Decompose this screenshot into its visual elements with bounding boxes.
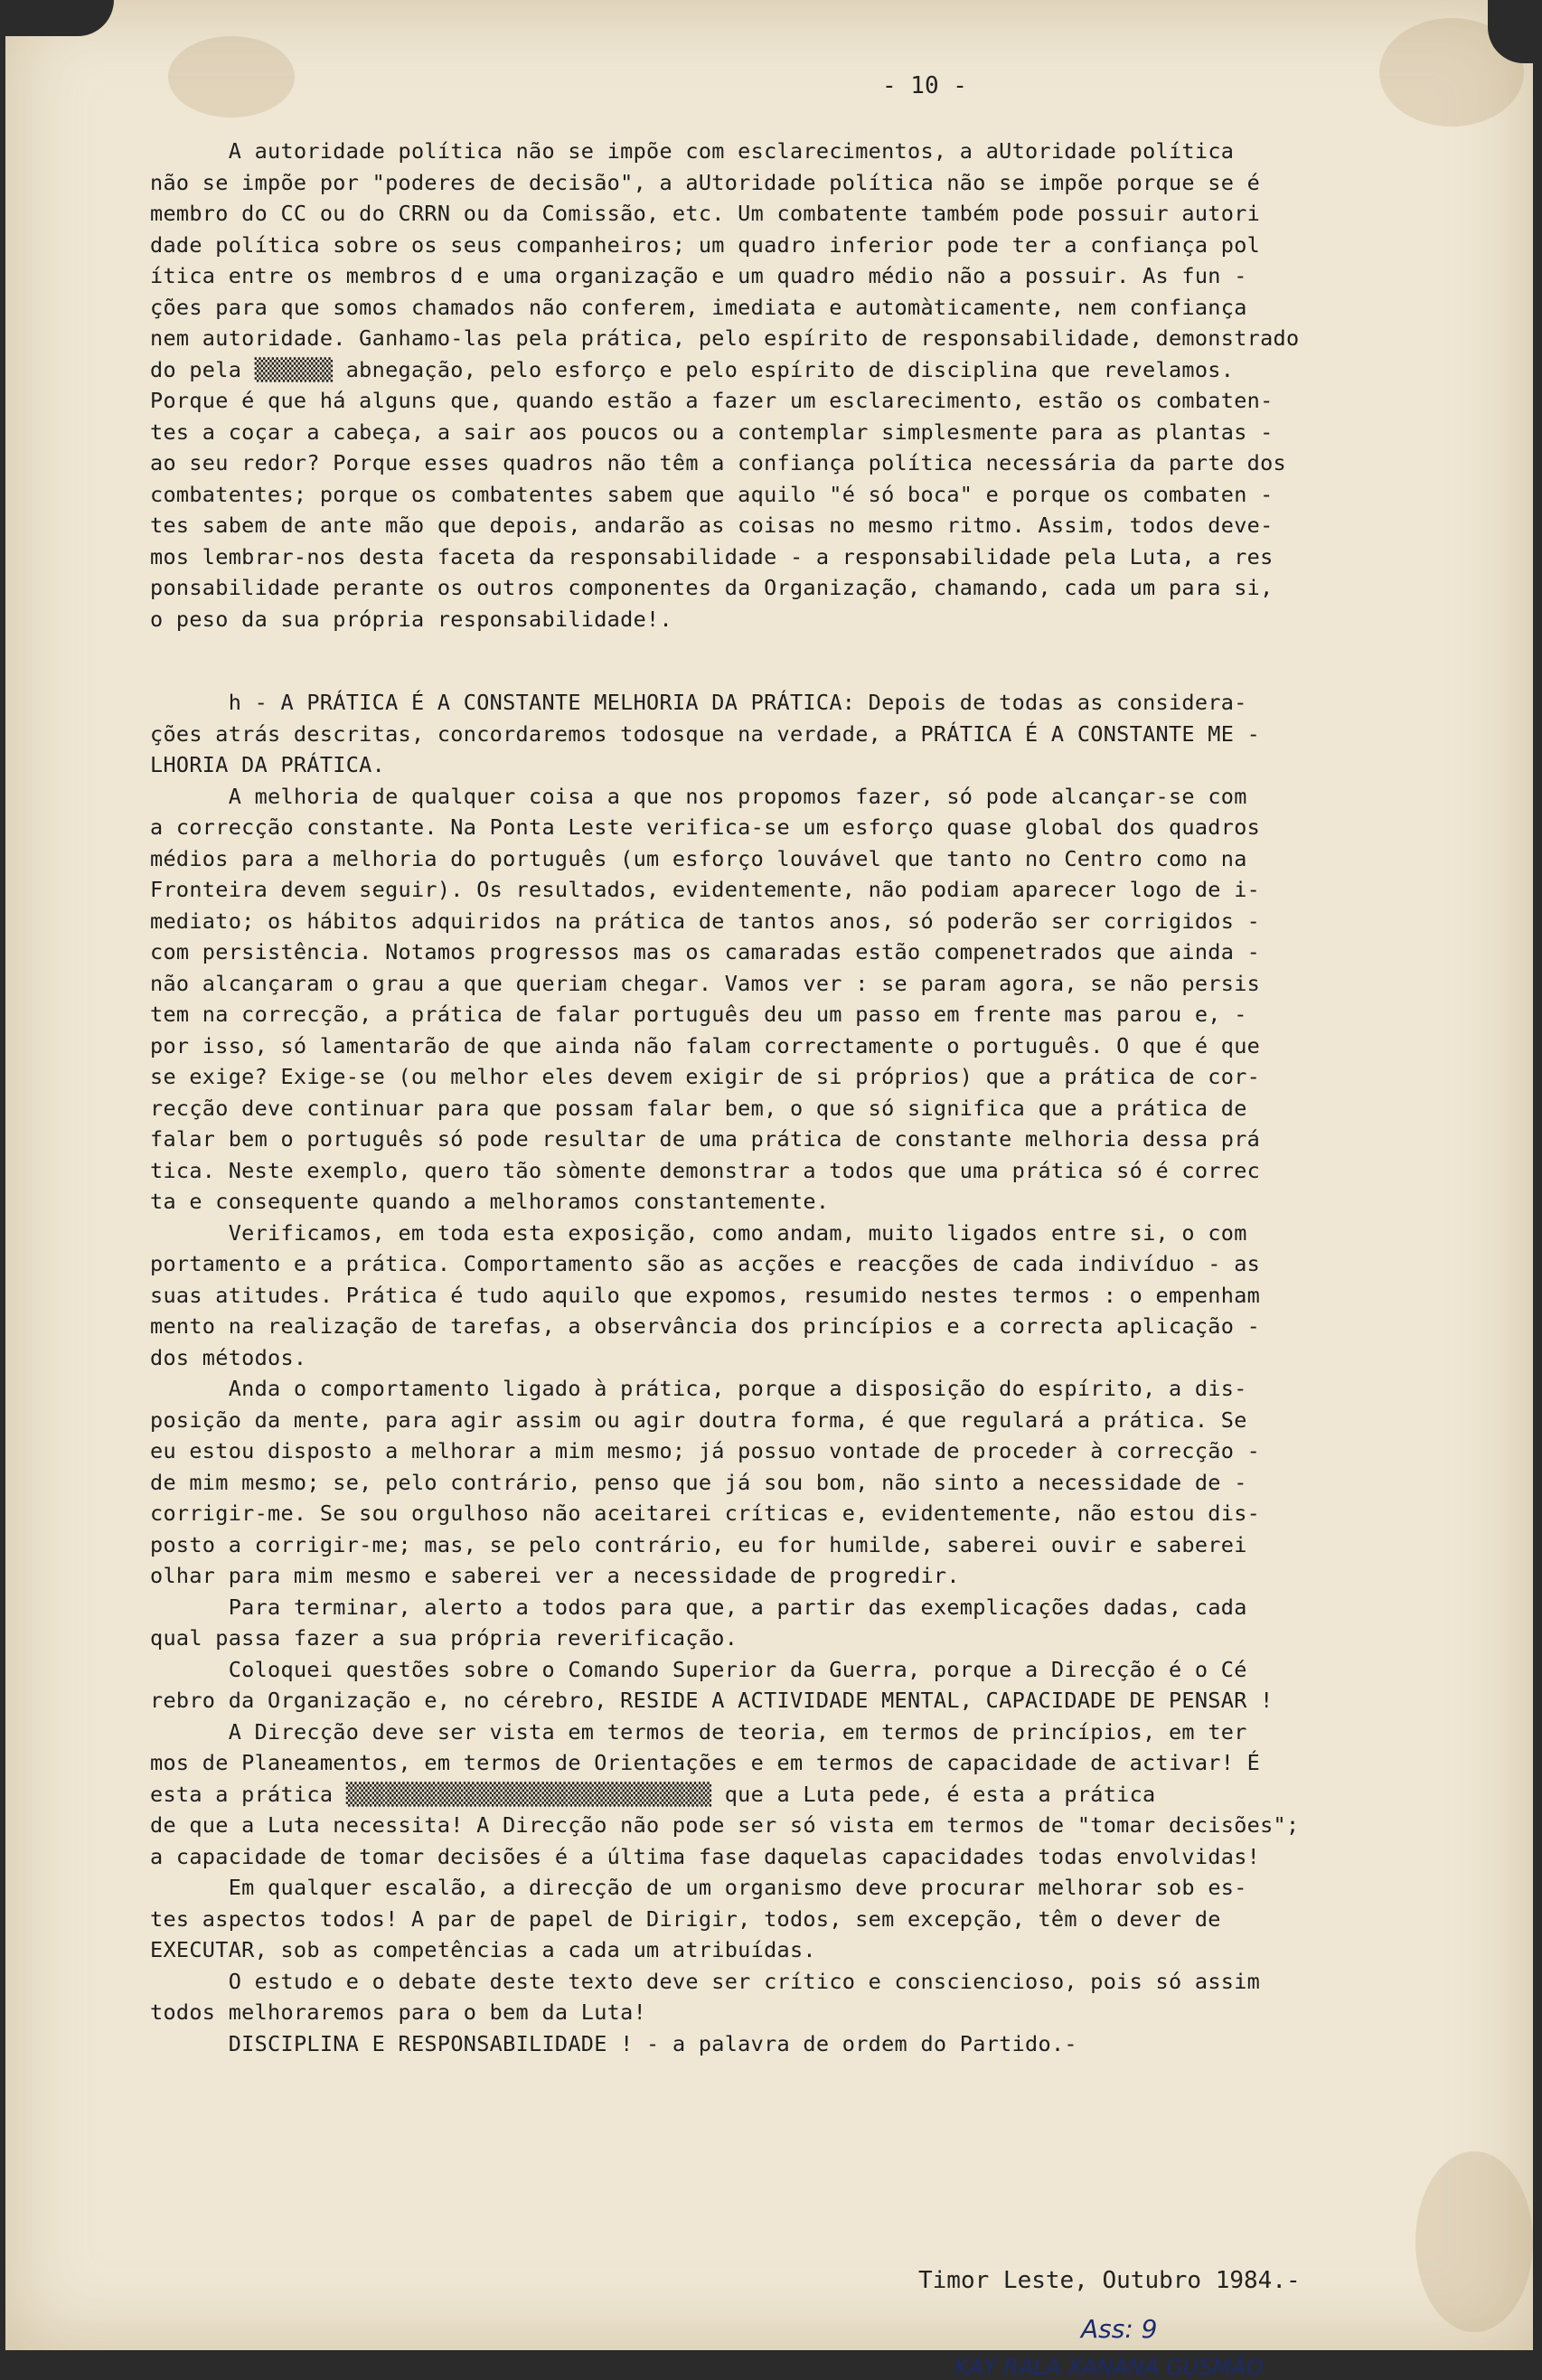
paper-stain	[1415, 2151, 1533, 2332]
document-page	[5, 0, 1533, 2380]
paper-stain	[168, 36, 295, 118]
paragraph-practice: h - A PRÁTICA É A CONSTANTE MELHORIA DA PRÁTICA: Depois de todas as considera- ções atrás descritas, concordaremos todosque na verdade, a PRÁTICA É A CONSTANTE ME - LHORIA DA PRÁTICA. A melhoria de qualquer coisa a que nos propomos fazer, só pode alcançar-se com a correcção constante. Na Ponta Leste verifica-se um esforço quase global dos quadros médios para a melhoria do português (um esforço louvável que tanto no Centro como na Fronteira devem seguir). Os resultados, evidentemente, não podiam aparecer logo de i- mediato; os hábitos adquiridos na prática de tantos anos, só poderão ser corrigidos - com persistência. Notamos progressos mas os camaradas estão compenetrados que ainda - não alcançaram o grau a que queriam chegar. Vamos ver : se param agora, se não persis tem na correcção, a prática de falar português deu um passo em frente mas parou e, - por isso, só lamentarão de que ainda não falam correctamente o português. O que é que se exige? Exige-se (ou melhor eles devem exigir de si próprios) que a prática de cor- recção deve continuar para que possam falar bem, o que só significa que a prática de falar bem o português só pode resultar de uma prática de constante melhoria dessa prá tica. Neste exemplo, quero tão sòmente demonstrar a todos que uma prática só é correc ta e consequente quando a melhoramos constantemente. Verificamos, em toda esta exposição, como andam, muito ligados entre si, o com portamento e a prática. Comportamento são as acções e reacções de cada indivíduo - as suas atitudes. Prática é tudo aquilo que expomos, resumido nestes termos : o empenham mento na realização de tarefas, a observância dos princípios e a correcta aplicação - dos métodos. Anda o comportamento ligado à prática, porque a disposição do espírito, a dis- posição da mente, para agir assim ou agir doutra forma, é que regulará a prática. Se eu estou disposto a melhorar a mim mesmo; já possuo vontade de proceder à correcção - de mim mesmo; se, pelo contrário, penso que já sou bom, não sinto a necessidade de - corrigir-me. Se sou orgulhoso não aceitarei críticas e, evidentemente, não estou dis- posto a corrigir-me; mas, se pelo contrário, eu for humilde, saberei ouvir e saberei olhar para mim mesmo e saberei ver a necessidade de progredir. Para terminar, alerto a todos para que, a partir das exemplicações dadas, cada qual passa fazer a sua própria reverificação. Coloquei questões sobre o Comando Superior da Guerra, porque a Direcção é o Cé rebro da Organização e, no cérebro, RESIDE A ACTIVIDADE MENTAL, CAPACIDADE DE PENSAR ! A Direcção deve ser vista em termos de teoria, em termos de princípios, em ter mos de Planeamentos, em termos de Orientações e em termos de capacidade de activar! É esta a prática ▒▒▒▒▒▒▒▒▒▒▒▒▒▒▒▒▒▒▒▒▒▒▒▒▒▒▒▒ que a Luta pede, é esta a prática de que a Luta necessita! A Direcção não pode ser só vista em termos de "tomar decisões"; a capacidade de tomar decisões é a última fase daquelas capacidades todas envolvidas! Em qualquer escalão, a direcção de um organismo deve procurar melhorar sob es- tes aspectos todos! A par de papel de Dirigir, todos, sem excepção, têm o dever de EXECUTAR, sob as competências a cada um atribuídas. O estudo e o debate deste texto deve ser crítico e consciencioso, pois só assim todos melhoraremos para o bem da Luta! DISCIPLINA E RESPONSABILIDADE ! - a palavra de ordem do Partido.-	[150, 690, 1300, 2056]
handwritten-signature: KAY RALA XANANA GUSMÃO	[954, 2355, 1264, 2380]
paragraph-political-authority: A autoridade política não se impõe com esclarecimentos, a aUtoridade política não se impõe por "poderes de decisão", a aUtoridade política não se impõe porque se é membro do CC ou do CRRN ou da Comissão, etc. Um combatente também pode possuir autori dade política sobre os seus companheiros; um quadro inferior pode ter a confiança pol ítica entre os membros d e uma organização e um quadro médio não a possuir. As fun - ções para que somos chamados não conferem, imediata e automàticamente, nem confiança nem autoridade. Ganhamo-las pela prática, pelo espírito de responsabilidade, demonstrado do pela ▒▒▒▒▒▒ abnegação, pelo esforço e pelo espírito de disciplina que revelamos. Porque é que há alguns que, quando estão a fazer um esclarecimento, estão os combaten- tes a coçar a cabeça, a sair aos poucos ou a contemplar simplesmente para as plantas - ao seu redor? Porque esses quadros não têm a confiança política necessária da parte dos combatentes; porque os combatentes sabem que aquilo "é só boca" e porque os combaten - tes sabem de ante mão que depois, andarão as coisas no mesmo ritmo. Assim, todos deve- mos lembrar-nos desta faceta da responsabilidade - a responsabilidade pela Luta, a res ponsabilidade perante os outros componentes da Organização, chamando, cada um para si, o peso da sua própria responsabilidade!.	[150, 138, 1300, 632]
place-date: Timor Leste, Outubro 1984.-	[918, 2267, 1301, 2294]
handwritten-ass: Ass: 9	[1081, 2314, 1158, 2344]
page-number: - 10 -	[882, 72, 967, 99]
torn-corner	[5, 0, 114, 36]
